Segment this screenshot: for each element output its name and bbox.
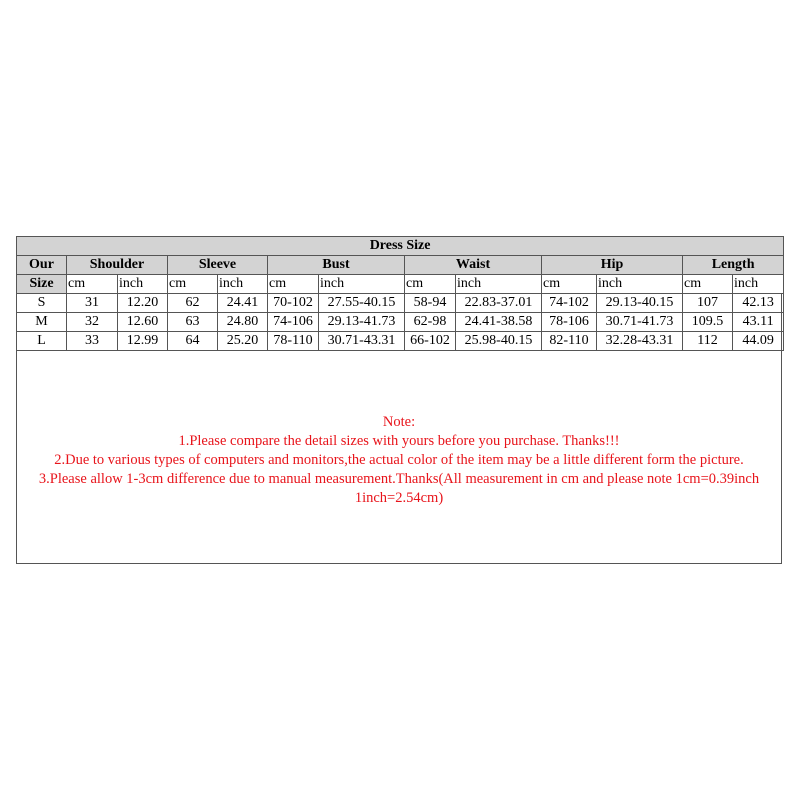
length-header: Length [683, 256, 784, 275]
shoulder-inch-cell: 12.20 [118, 294, 168, 313]
unit-inch: inch [733, 275, 784, 294]
sleeve-cm-cell: 63 [168, 313, 218, 332]
length-cm-cell: 112 [683, 332, 733, 351]
size-cell: M [17, 313, 67, 332]
hip-inch-cell: 29.13-40.15 [597, 294, 683, 313]
length-cm-cell: 109.5 [683, 313, 733, 332]
sleeve-inch-cell: 24.80 [218, 313, 268, 332]
length-inch-cell: 44.09 [733, 332, 784, 351]
sleeve-header: Sleeve [168, 256, 268, 275]
note-line-3-continued: 1inch=2.54cm) [354, 490, 444, 506]
unit-cm: cm [67, 275, 118, 294]
shoulder-cm-cell: 33 [67, 332, 118, 351]
waist-cm-cell: 62-98 [405, 313, 456, 332]
length-cm-cell: 107 [683, 294, 733, 313]
note-heading: Note: [382, 414, 416, 430]
size-table [16, 236, 784, 351]
unit-cm: cm [405, 275, 456, 294]
size-header-top: Our [17, 256, 67, 275]
bust-cm-cell: 74-106 [268, 313, 319, 332]
unit-inch: inch [319, 275, 405, 294]
table-row [17, 332, 784, 351]
bust-inch-cell: 29.13-41.73 [319, 313, 405, 332]
sleeve-cm-cell: 64 [168, 332, 218, 351]
bust-inch-cell: 30.71-43.31 [319, 332, 405, 351]
unit-inch: inch [218, 275, 268, 294]
unit-cm: cm [683, 275, 733, 294]
hip-cm-cell: 74-102 [542, 294, 597, 313]
unit-cm: cm [268, 275, 319, 294]
waist-inch-cell: 25.98-40.15 [456, 332, 542, 351]
unit-inch: inch [456, 275, 542, 294]
hip-cm-cell: 78-106 [542, 313, 597, 332]
length-inch-cell: 43.11 [733, 313, 784, 332]
table-row [17, 313, 784, 332]
waist-header: Waist [405, 256, 542, 275]
shoulder-cm-cell: 31 [67, 294, 118, 313]
unit-cm: cm [168, 275, 218, 294]
sleeve-cm-cell: 62 [168, 294, 218, 313]
bust-inch-cell: 27.55-40.15 [319, 294, 405, 313]
unit-inch: inch [118, 275, 168, 294]
size-header-bottom: Size [17, 275, 67, 294]
shoulder-cm-cell: 32 [67, 313, 118, 332]
table-title: Dress Size [17, 237, 784, 256]
note-line-1: 1.Please compare the detail sizes with yours before you purchase. Thanks!!! [178, 433, 620, 449]
note-line-2: 2.Due to various types of computers and monitors,the actual color of the item may be a little different form the picture. [54, 452, 744, 468]
shoulder-header: Shoulder [67, 256, 168, 275]
shoulder-inch-cell: 12.99 [118, 332, 168, 351]
note-block [17, 413, 781, 508]
unit-inch: inch [597, 275, 683, 294]
hip-cm-cell: 82-110 [542, 332, 597, 351]
bust-header: Bust [268, 256, 405, 275]
sleeve-inch-cell: 24.41 [218, 294, 268, 313]
size-cell: S [17, 294, 67, 313]
table-row [17, 294, 784, 313]
bust-cm-cell: 78-110 [268, 332, 319, 351]
waist-inch-cell: 22.83-37.01 [456, 294, 542, 313]
unit-cm: cm [542, 275, 597, 294]
shoulder-inch-cell: 12.60 [118, 313, 168, 332]
waist-inch-cell: 24.41-38.58 [456, 313, 542, 332]
length-inch-cell: 42.13 [733, 294, 784, 313]
hip-inch-cell: 30.71-41.73 [597, 313, 683, 332]
waist-cm-cell: 58-94 [405, 294, 456, 313]
hip-header: Hip [542, 256, 683, 275]
hip-inch-cell: 32.28-43.31 [597, 332, 683, 351]
note-line-3: 3.Please allow 1-3cm difference due to manual measurement.Thanks(All measurement in cm and please note 1cm=0.39inch [38, 471, 760, 487]
size-chart [16, 236, 782, 564]
sleeve-inch-cell: 25.20 [218, 332, 268, 351]
waist-cm-cell: 66-102 [405, 332, 456, 351]
bust-cm-cell: 70-102 [268, 294, 319, 313]
size-cell: L [17, 332, 67, 351]
